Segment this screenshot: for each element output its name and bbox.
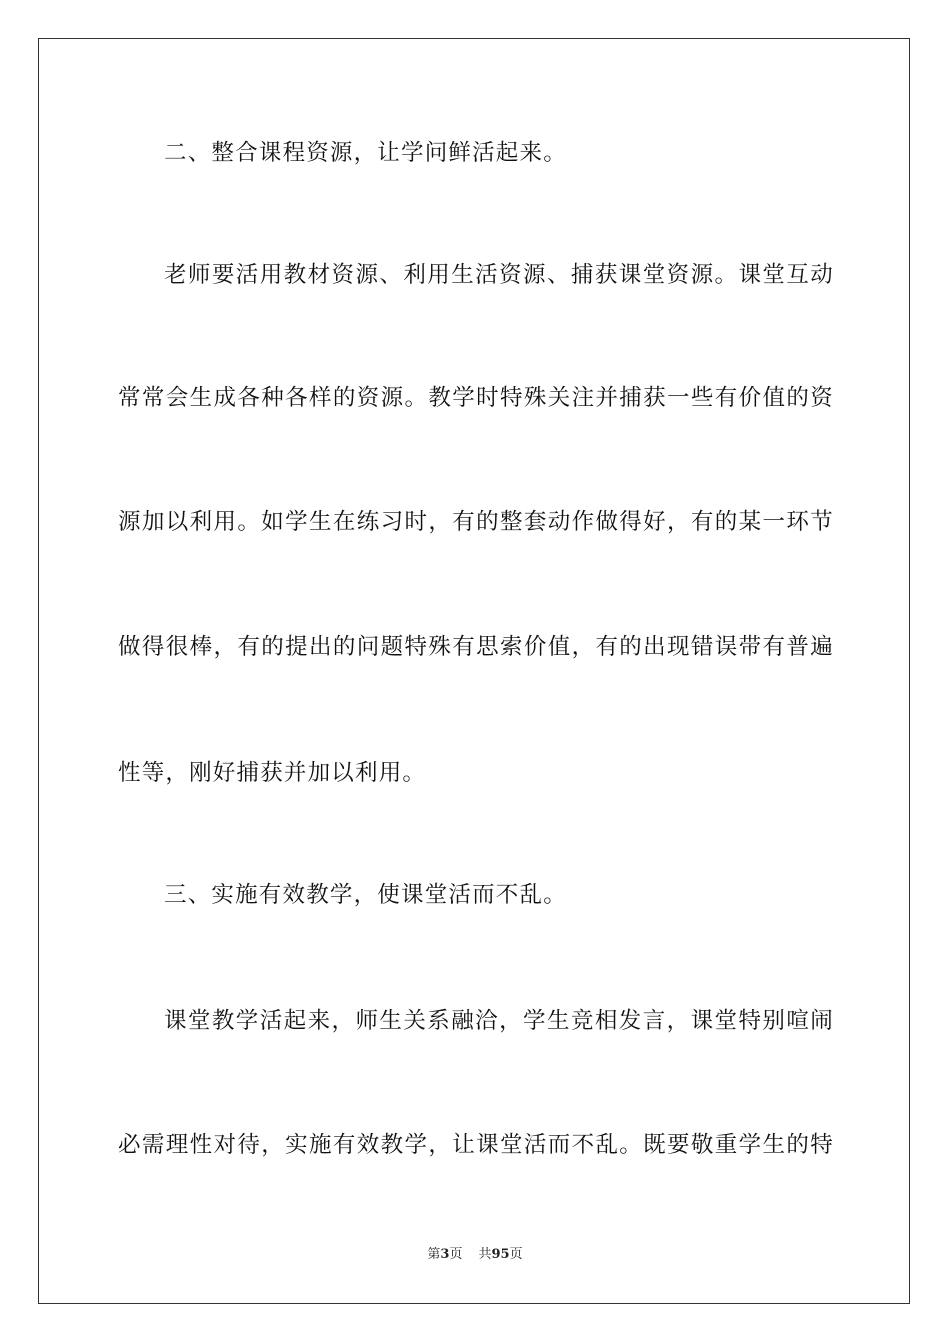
page-border — [38, 38, 910, 1304]
paragraph-line: 性等，刚好捕获并加以利用。 — [118, 760, 427, 786]
total-prefix: 共 — [478, 1247, 492, 1262]
page-suffix: 页 — [449, 1247, 463, 1262]
paragraph-line: 常常会生成各种各样的资源。教学时特殊关注并捕获一些有价值的资 — [118, 385, 834, 411]
total-suffix: 页 — [509, 1247, 523, 1262]
section-heading-2: 二、整合课程资源，让学问鲜活起来。 — [164, 140, 567, 166]
paragraph-line: 源加以利用。如学生在练习时，有的整套动作做得好，有的某一环节 — [118, 509, 834, 535]
paragraph-line: 必需理性对待，实施有效教学，让课堂活而不乱。既要敬重学生的特 — [118, 1132, 834, 1158]
page-current: 3 — [440, 1247, 450, 1262]
paragraph-line: 老师要活用教材资源、利用生活资源、捕获课堂资源。课堂互动 — [164, 262, 834, 288]
section-heading-3: 三、实施有效教学，使课堂活而不乱。 — [164, 882, 567, 908]
paragraph-line: 课堂教学活起来，师生关系融洽，学生竞相发言，课堂特别喧闹 — [164, 1008, 834, 1034]
page-prefix: 第 — [427, 1247, 441, 1262]
page-footer — [0, 1246, 950, 1264]
paragraph-line: 做得很棒，有的提出的问题特殊有思索价值，有的出现错误带有普遍 — [118, 634, 834, 660]
page-total: 95 — [491, 1247, 510, 1262]
